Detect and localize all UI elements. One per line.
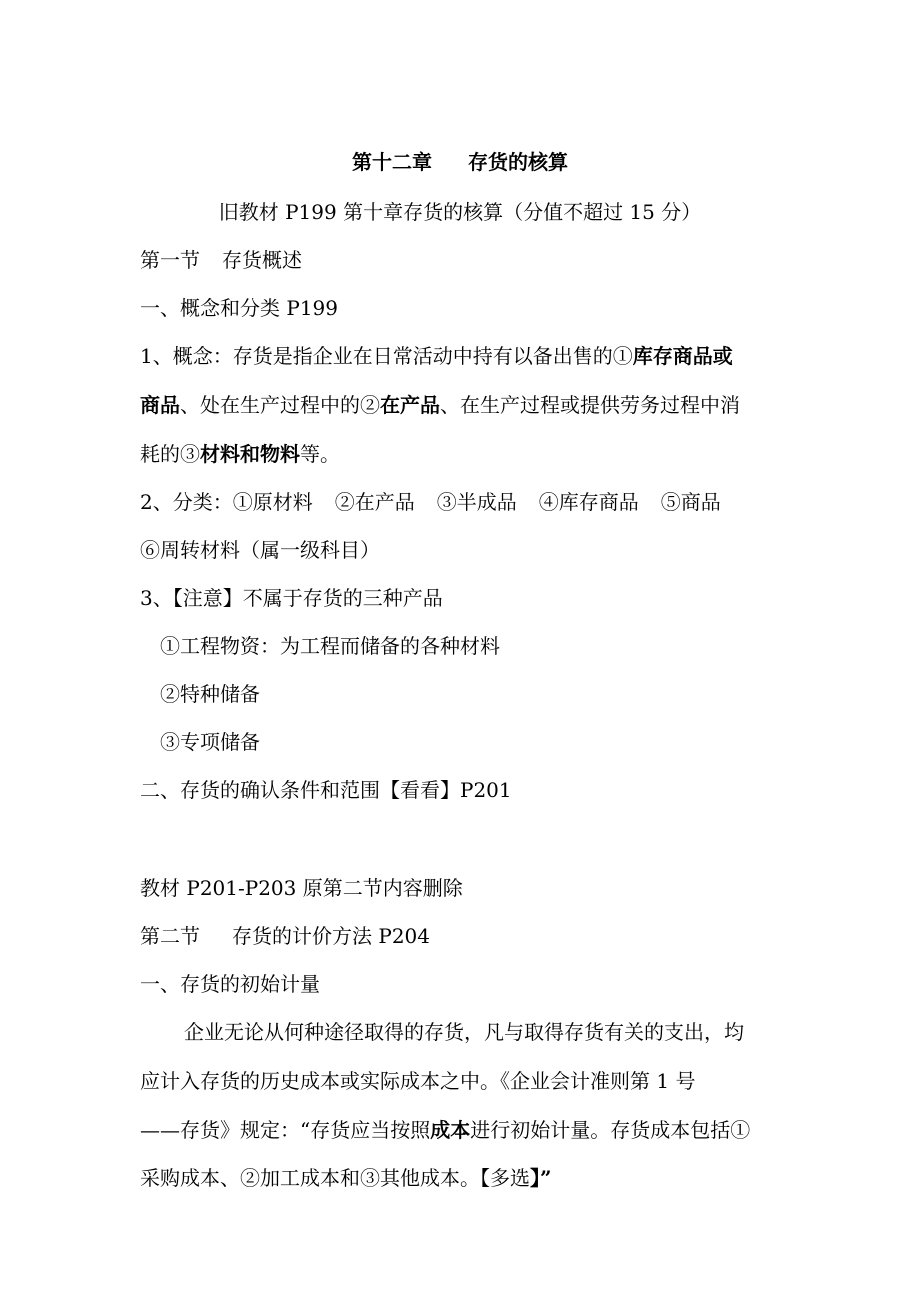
deleted-content-note: 教材 P201-P203 原第二节内容删除 xyxy=(140,876,463,900)
body-paragraph-line-1: 企业无论从何种途径取得的存货，凡与取得存货有关的支出，均 xyxy=(184,1020,744,1044)
text-run: 、在生产过程或提供劳务过程中消 xyxy=(440,393,740,417)
heading-concept: 一、概念和分类 P199 xyxy=(140,296,338,320)
section-number: 第一节 xyxy=(140,248,200,272)
chapter-subtitle: 旧教材 P199 第十章存货的核算（分值不超过 15 分） xyxy=(218,200,702,224)
text-run: 采购成本、②加工成本和③其他成本。【多选 xyxy=(140,1166,530,1190)
note-item: ①工程物资：为工程而储备的各种材料 xyxy=(160,634,500,658)
bold-run: 成本 xyxy=(430,1118,471,1142)
bold-run: 材料和物料 xyxy=(200,442,300,466)
text-run: 等。 xyxy=(300,442,340,466)
classification-label: 2、分类： xyxy=(140,490,233,514)
classification-item: ⑤商品 xyxy=(660,490,721,514)
concept-paragraph-line-2 xyxy=(140,391,800,419)
chapter-title xyxy=(0,148,920,176)
body-paragraph-line-2: 应计入存货的历史成本或实际成本之中。《企业会计准则第 1 号 xyxy=(140,1069,696,1093)
body-paragraph-line-4 xyxy=(140,1164,800,1192)
body-paragraph-line-3 xyxy=(140,1116,800,1144)
section-heading-1 xyxy=(140,246,800,274)
classification-item: ①原材料 xyxy=(232,490,313,514)
text-run: 进行初始计量。存货成本包括① xyxy=(470,1118,751,1142)
section-name: 存货的计价方法 P204 xyxy=(232,924,430,948)
note-item: ③专项储备 xyxy=(160,730,260,754)
concept-paragraph-line-3 xyxy=(140,440,800,468)
bold-run: 】” xyxy=(530,1166,552,1190)
classification-line-2: ⑥周转材料（属一级科目） xyxy=(140,538,380,562)
classification-item: ②在产品 xyxy=(334,490,415,514)
classification-line-1 xyxy=(140,488,800,516)
classification-item: ③半成品 xyxy=(436,490,517,514)
text-run: 耗的③ xyxy=(140,442,200,466)
section-number: 第二节 xyxy=(140,924,200,948)
bold-run: 在产品 xyxy=(380,393,440,417)
note-heading: 3、【注意】不属于存货的三种产品 xyxy=(140,586,443,610)
text-run: 1、概念：存货是指企业在日常活动中持有以备出售的① xyxy=(140,344,633,368)
bold-run: 库存商品或 xyxy=(632,344,733,368)
heading-initial-measurement: 一、存货的初始计量 xyxy=(140,972,320,996)
text-run: ——存货》规定：“存货应当按照 xyxy=(140,1118,431,1142)
note-item: ②特种储备 xyxy=(160,682,260,706)
classification-item: ④库存商品 xyxy=(538,490,639,514)
section-heading-2 xyxy=(140,922,800,950)
bold-run: 商品 xyxy=(140,393,180,417)
section-name: 存货概述 xyxy=(222,248,302,272)
chapter-name: 存货的核算 xyxy=(468,150,568,174)
chapter-number: 第十二章 xyxy=(352,150,432,174)
text-run: 、处在生产过程中的② xyxy=(180,393,380,417)
concept-paragraph-line-1 xyxy=(140,342,800,370)
heading-confirm: 二、存货的确认条件和范围【看看】P201 xyxy=(140,778,512,802)
